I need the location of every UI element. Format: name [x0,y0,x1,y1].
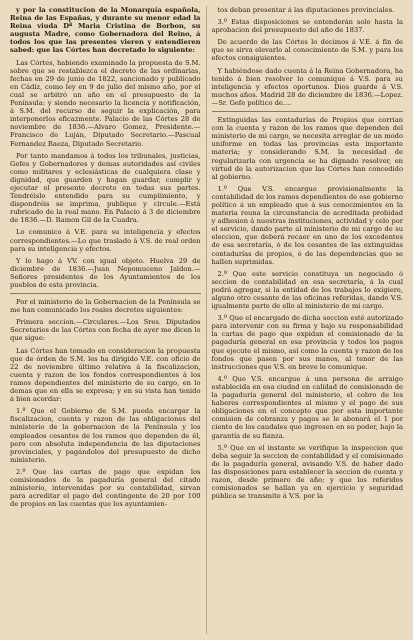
communication-note: Lo comunico á V.E. para su inteligencia y efectos correspondientes.—Lo que traslado á V.S. de real orden para su inteligencia y efectos. [10,228,201,253]
resolution-2: 2.º Que este servicio constituya un negociado ó seccion de contabilidad en esa secretaría, á la cual podrá agregar, si la entidad de los trabajos lo exigiere, alguno otro cesante de las oficinas referidas, dando V.S. igualmente parte de ello al ministerio de mi cargo. [211,269,403,311]
resolution-3: 3.º Que el encargado de dicha seccion esté autorizado para intervenir con su firma y bajo su responsabilidad la cartas de pago que expidan el comisionado de la pagaduría general en esa provincia y todos los pagos que ejecute el mismo, así como la cuenta y razon de los fondos que pasen por sus manos, al tenor de las instrucciones que V.S. en breve le comunique. [211,314,403,371]
circular-heading: Primera seccion.—Circulares.—Los Sres. Diputados Secretarios de las Córtes con fecha de ayer me dicen lo que sigue: [10,318,201,343]
resolution-4: 4.º Que V.S. encargue á una persona de arraigo establecida en esa ciudad en calidad de comisionado de la pagaduría general del ministerio, el cobro de los haberes correspondientes al mismo y el pago de sus obligaciones en el concepto que por esta importante comision de cobranza y pagos se le abonará el 1 por ciento de los caudales que ingresen en su poder, bajo la garantía de su fianza. [211,374,403,440]
cortes-resolution: Las Córtes, habiendo examinado la propuesta de S.M. sobre que se restablezca el decreto de las ordinarias, fechas en 29 de junio de 1822, sancionado y publicado en Cádiz, como ley en 9 de julio del mismo año, por el cual se arbitró un año en el presupuesto de la Península: y siendo necesario la licencia y notificación, á S.M. del recurso de seguir la explicación, para interponerlos eficazmente. Palacio de las Córtes 28 de noviembre de 1836.—Alvaro Gomez, Presidente.—Francisco de Luján, Diputado Secretario.—Pascual Fernandez Baeza, Diputado Secretario. [10,58,201,148]
left-column [5,6,207,634]
resolution-1: 1.º Que V.S. encargue provisionalmente la contabilidad de los ramos dependientes de ese gobierno político á un empleado que á sus conocimientos en la materia reuna la circunstancia de acreditada probidad y adhesion á nuestras instituciones, actividad y celo por el servicio, dando parte al ministerio de mi cargo de su eleccion, que deberá recaer en uno de los excedentes de esa secretaría, ó de los cesantes de las extinguidas contadurías de propios, ó de las dependencias que se hallen suprimidas. [211,184,403,266]
right-column [207,6,409,634]
section-divider [10,293,201,294]
article-3: 3.º Estas disposiciones se entenderán solo hasta la aprobacion del presupuesto del año de 1837. [211,18,403,35]
huelva-signature: Y lo hago á VV. con igual objeto. Huelva 29 de diciembre de 1836.—Juan Nepomuceno Jaldon.—Señores presidentes de los Ayuntamientos de los pueblos de esta provincia. [10,256,201,289]
text-columns [5,6,408,634]
royal-command: Por tanto mandamos á todos los tribunales, justicias, Gefes y Gobernadores y demas autoridades así civiles como militares y eclesiásticas de cualquiera clase y dignidad, que guarden y hagan guardar, cumplir y ejecutar el presente decreto en todas sus partes. Tendréislo entendido para su cumplimiento, y dispondréis se imprima, publique y circule.—Está rubricado de la real mano. En Palacio á 3 de diciembre de 1836.—D. Ramon Gil de la Cuadra. [10,151,201,225]
article-1: 1.º Que el Gobierno de S.M. pueda encargar la fiscalizacion, cuenta y razon de las obligaciones del ministerio de la gobernacion de la Península y los empleados cesantes de los ramos que dependen de él, pero con absoluta independencia de las diputaciones provinciales, y pagándolos del presupuesto de dicho ministerio. [10,407,201,464]
madrid-signature: Y habiéndose dado cuenta á la Reina Gobernadora, ha tenido á bien resolver lo comunique á V.S. para su inteligencia y efectos oportunos. Dios guarde á V.S. muchos años. Madrid 28 de diciembre de 1836.—Lopez.—Sr. Gefe político de.... [211,66,403,107]
cortes-consideration: Las Córtes han tomado en consideracion la propuesta que de órden de S.M. les ha dirigido V.E. con oficio de 22 de noviembre último relativa á la fiscalizacion, cuenta y razon de los fondos correspondientes á los ramos dependientes del ministerio de su cargo, en lo demas que en ella se expresa; y en su vista han tenido á bien acordar: [10,346,201,404]
cortes-agreement: De acuerdo de las Córtes lo decimos á V.E. á fin de que se sirva elevarlo al conocimiento de S.M. y para los efectos consiguientes. [211,38,403,63]
propios-intro: Extinguidas las contadurías de Propios que corrian con la cuenta y razon de los ramos que dependen del ministerio de mi cargo, se necesita arreglar de un modo uniforme en todas las provincias esta importante materia; y considerando S.M. la necesidad de regularizarla con urgencia se ha dignado resolver, en virtud de la autorizacion que las Córtes han concedido al gobierno. [211,116,403,181]
section-divider-right [212,111,404,112]
resolution-5: 5.º Que en el instante se verifique la inspeccion que deba seguir la seccion de contabilidad y el comisionado de la pagaduría general, avisando V.S. de haber dado las disposiciones para establecer la seccion de cuenta y razon, desde primero de año; y que los referidos comisionados se hallan ya en ejercicio y seguridad pública se transmite á V.S. por la [211,443,403,501]
royal-preamble: y por la constitucion de la Monarquía española, Reina de las Españas, y durante su menor edad la Reina viuda Dª Maria Cristina de Borbon, su augusta Madre, como Gobernadora del Reino, á todos los que las presentes vieren y entendieren sabed: que las Córtes han decretado lo siguiente: [10,6,201,55]
ministry-intro: Por el ministerio de la Gobernacion de la Península se me han comunicado los reales decretos siguientes: [10,298,201,315]
article-2: 2.º Que las cartas de pago que expidan los comisionados de la pagaduría general del citado ministerio, intervenidas por su contabilidad, sirvan para acreditar el pago del contingente de 20 por 100 de propios en las cuentas que los ayuntamien- [10,467,201,509]
continuation-text: tos deban presentar á las diputaciones provinciales. [217,6,395,14]
